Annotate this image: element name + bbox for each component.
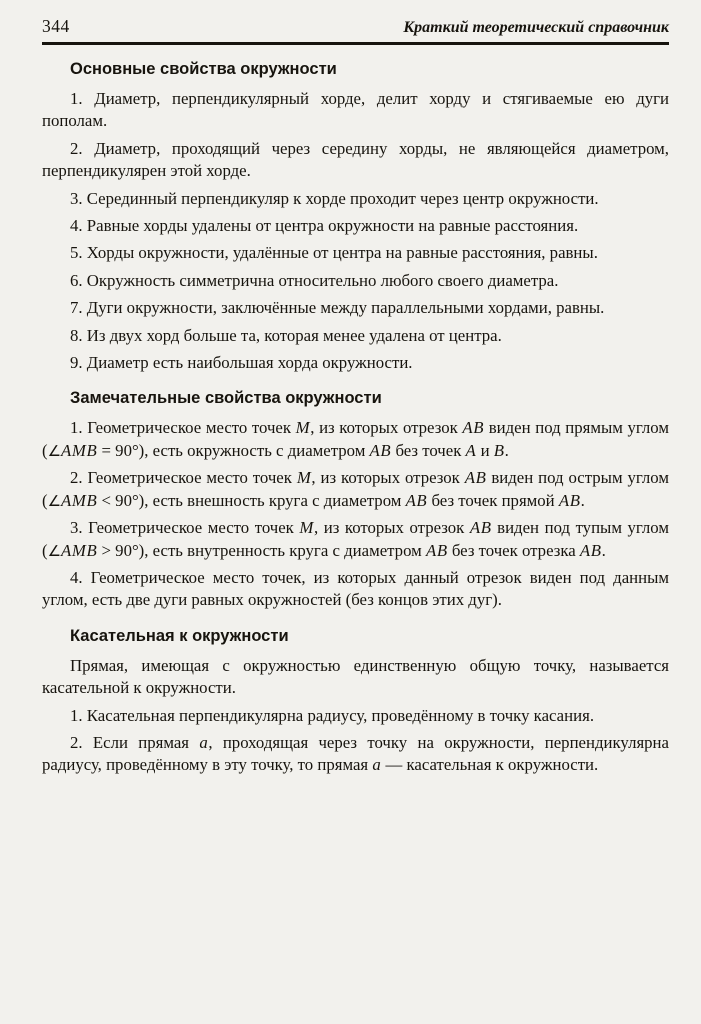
math-var: AB	[369, 440, 392, 460]
text-run: , из которых отрезок	[313, 518, 470, 538]
running-title: Краткий теоретический справочник	[403, 19, 669, 36]
paragraph	[42, 567, 669, 612]
paragraph	[42, 215, 669, 237]
section-heading: Основные свойства окружности	[70, 60, 337, 78]
math-var: M	[296, 468, 312, 488]
text-run: 4. Геометрическое место точек, из которых данный отрезок виден под данным углом, есть две дуги равных окружностей (без концов этих дуг).	[42, 567, 669, 610]
text-run: = 90°), есть окружность с диаметром	[97, 440, 370, 460]
text-run: , проходящая через точку на окружности, перпендикулярна радиусу, проведённому в эту точку, то прямая	[42, 732, 669, 775]
math-var: B	[493, 440, 505, 460]
math-var: AB	[558, 490, 581, 510]
text-run: 3. Геометрическое место точек	[70, 518, 300, 538]
text-run: 5. Хорды окружности, удалённые от центра на равные расстояния, равны.	[70, 243, 598, 263]
math-var: AMB	[61, 540, 98, 560]
paragraph	[42, 138, 669, 183]
text-run: 2. Геометрическое место точек	[70, 468, 297, 488]
math-var: AB	[579, 540, 602, 560]
text-run: .	[504, 440, 509, 460]
text-run: .	[601, 540, 606, 560]
paragraph	[42, 88, 669, 133]
paragraph	[42, 352, 669, 374]
text-run: — касательная к окружности.	[381, 755, 599, 775]
text-run: без точек	[391, 440, 466, 460]
math-var: M	[295, 418, 311, 438]
math-var: a	[372, 755, 382, 775]
math-var: AB	[464, 468, 487, 488]
math-var: a	[199, 732, 209, 752]
angle-symbol: ∠	[47, 541, 62, 560]
text-run: Прямая, имеющая с окружностью единственную общую точку, называется касательной к окружности.	[42, 655, 669, 698]
text-run: 1. Касательная перпендикулярна радиусу, проведённому в точку касания.	[70, 705, 595, 725]
text-run: 2. Если прямая	[70, 732, 200, 752]
paragraph	[42, 325, 669, 347]
math-var: AB	[425, 540, 448, 560]
text-run: виден под тупым углом (	[42, 518, 669, 560]
section-heading: Касательная к окружности	[70, 626, 289, 645]
paragraph	[42, 188, 669, 210]
section-heading: Замечательные свойства окружности	[70, 389, 382, 408]
paragraph	[42, 467, 669, 512]
text-run: 4. Равные хорды удалены от центра окружности на равные расстояния.	[70, 216, 579, 236]
math-var: M	[299, 518, 314, 538]
page-header	[42, 16, 669, 37]
math-var: AB	[405, 490, 428, 510]
page-number: 344	[42, 16, 70, 36]
paragraph	[42, 270, 669, 292]
text-run: и	[476, 440, 494, 460]
math-var: AB	[469, 518, 492, 538]
text-run: , из которых отрезок	[311, 468, 465, 488]
text-run: 1. Геометрическое место точек	[70, 418, 296, 438]
paragraph	[42, 705, 669, 727]
header-rule	[42, 42, 669, 45]
angle-symbol: ∠	[47, 441, 62, 460]
text-run: , из которых отрезок	[310, 418, 463, 438]
text-run: без точек прямой	[427, 490, 559, 510]
text-run: > 90°), есть внутренность круга с диаметром	[97, 540, 426, 560]
paragraph	[42, 732, 669, 777]
text-run: 9. Диаметр есть наибольшая хорда окружности.	[70, 353, 413, 373]
text-run: 7. Дуги окружности, заключённые между параллельными хордами, равны.	[70, 298, 605, 318]
text-run: 3. Серединный перпендикуляр к хорде проходит через центр окружности.	[70, 188, 599, 208]
math-var: AB	[462, 418, 485, 438]
page-content	[42, 60, 669, 777]
paragraph	[42, 655, 669, 700]
text-run: < 90°), есть внешность круга с диаметром	[97, 490, 406, 510]
text-run: виден под прямым углом (	[42, 418, 669, 460]
paragraph	[42, 417, 669, 462]
text-run: без точек отрезка	[447, 540, 580, 560]
text-run: 6. Окружность симметрична относительно любого своего диаметра.	[70, 270, 559, 290]
text-run: виден под острым углом (	[42, 468, 669, 510]
angle-symbol: ∠	[47, 491, 62, 510]
math-var: A	[465, 440, 477, 460]
text-run: 2. Диаметр, проходящий через середину хорды, не являющейся диаметром, перпендикулярен этой хорде.	[42, 138, 669, 181]
text-run: 1. Диаметр, перпендикулярный хорде, делит хорду и стягиваемые ею дуги пополам.	[42, 89, 669, 131]
paragraph	[42, 517, 669, 562]
text-run: .	[580, 490, 585, 510]
math-var: AMB	[61, 440, 98, 460]
math-var: AMB	[61, 490, 98, 510]
paragraph	[42, 242, 669, 264]
text-run: 8. Из двух хорд больше та, которая менее удалена от центра.	[70, 325, 502, 345]
paragraph	[42, 297, 669, 319]
